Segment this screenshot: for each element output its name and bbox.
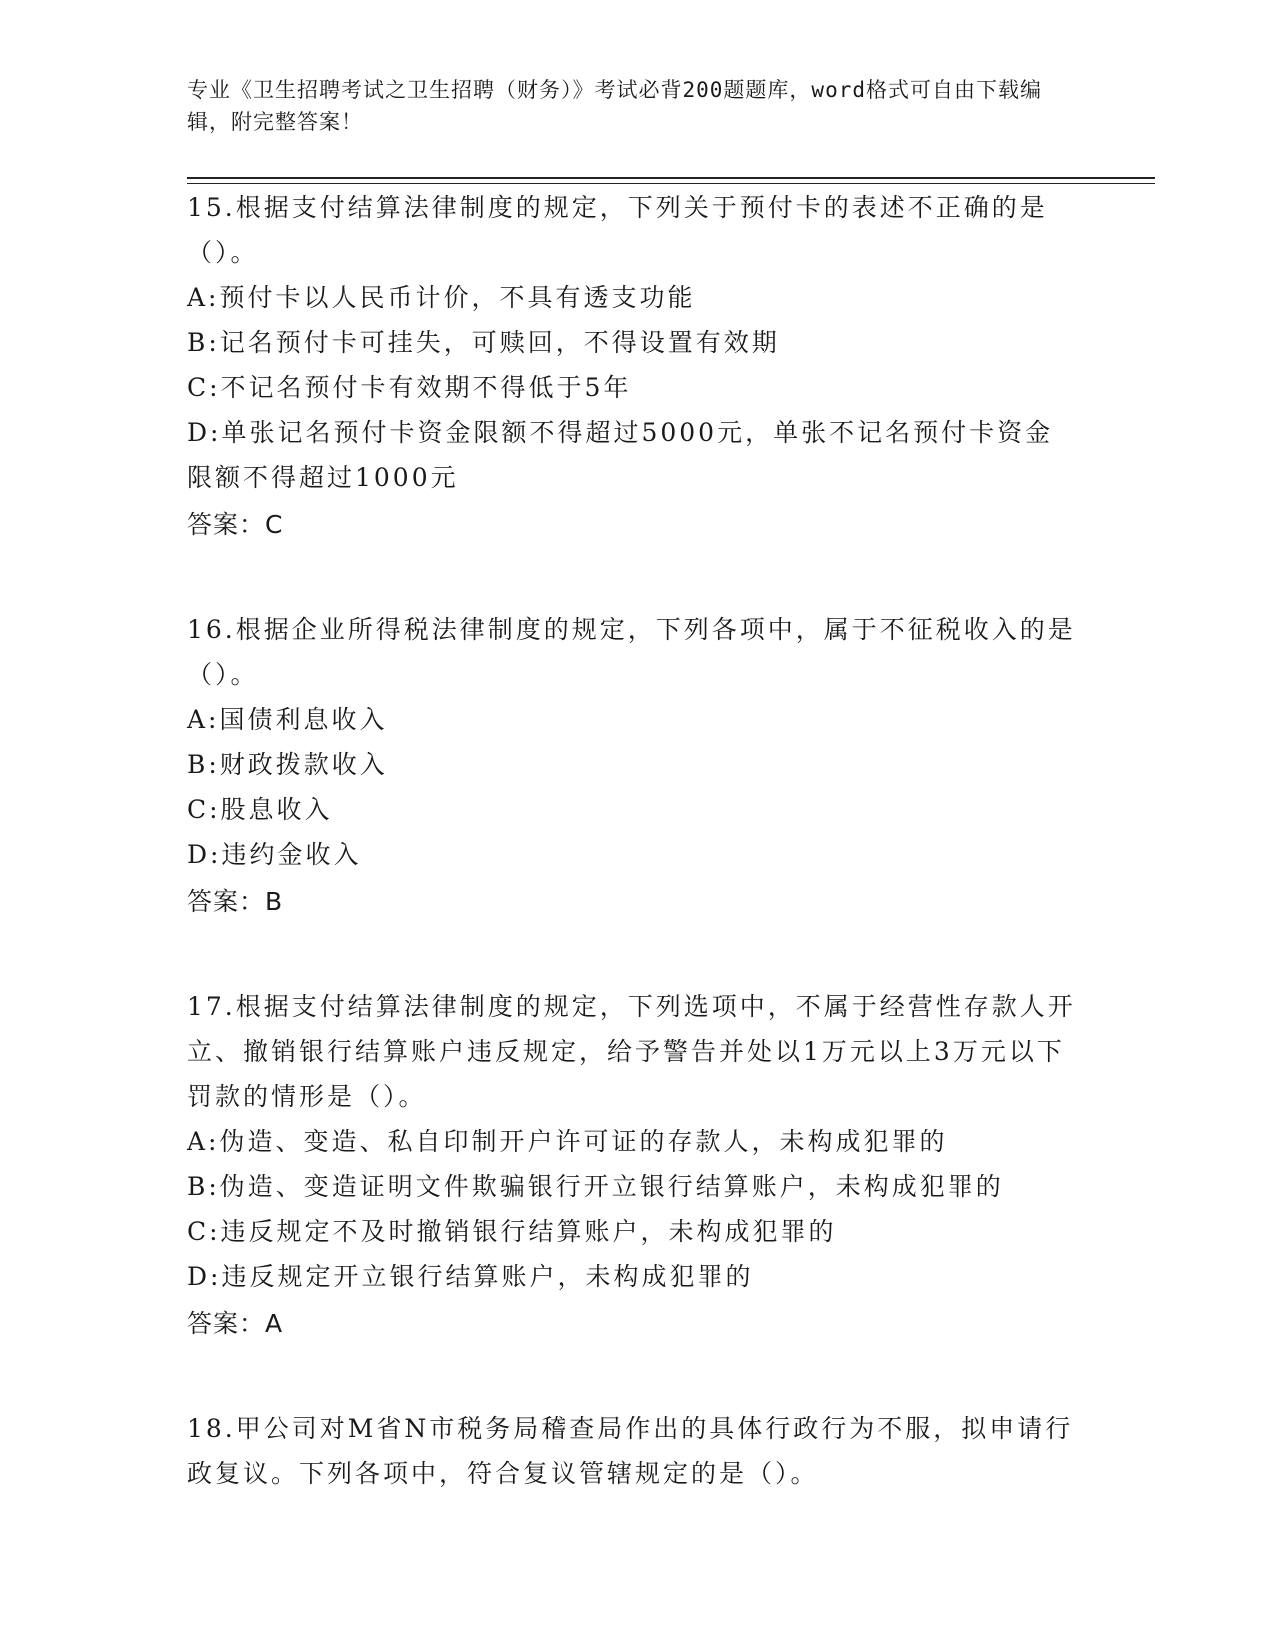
question-list	[187, 185, 1077, 1556]
option-a: A:国债利息收入	[187, 705, 388, 734]
question-18	[187, 1406, 1077, 1496]
question-stem: 17.根据支付结算法律制度的规定，下列选项中，不属于经营性存款人开立、撤销银行结算账户违反规定，给予警告并处以1万元以上3万元以下罚款的情形是（）。	[187, 992, 1076, 1111]
question-stem: 15.根据支付结算法律制度的规定，下列关于预付卡的表述不正确的是（）。	[187, 193, 1048, 267]
option-b: B:记名预付卡可挂失，可赎回，不得设置有效期	[187, 328, 780, 357]
option-a: A:伪造、变造、私自印制开户许可证的存款人，未构成犯罪的	[187, 1127, 948, 1156]
answer-text: 答案：B	[187, 887, 284, 916]
document-header: 专业《卫生招聘考试之卫生招聘（财务）》考试必背200题题库，word格式可自由下载编辑，附完整答案！	[187, 78, 1042, 134]
question-stem: 16.根据企业所得税法律制度的规定，下列各项中，属于不征税收入的是（）。	[187, 615, 1076, 689]
header-divider-thin	[187, 183, 1155, 184]
option-a: A:预付卡以人民币计价，不具有透支功能	[187, 283, 696, 312]
question-stem: 18.甲公司对M省N市税务局稽查局作出的具体行政行为不服，拟申请行政复议。下列各项中，符合复议管辖规定的是（）。	[187, 1414, 1074, 1488]
option-d: D:单张记名预付卡资金限额不得超过5000元，单张不记名预付卡资金限额不得超过1000元	[187, 418, 1054, 492]
header-divider-thick	[187, 177, 1155, 179]
question-15	[187, 185, 1077, 547]
option-b: B:财政拨款收入	[187, 750, 388, 779]
option-b: B:伪造、变造证明文件欺骗银行开立银行结算账户，未构成犯罪的	[187, 1172, 1004, 1201]
option-c: C:股息收入	[187, 795, 333, 824]
option-d: D:违反规定开立银行结算账户，未构成犯罪的	[187, 1262, 754, 1291]
answer-text: 答案：C	[187, 510, 284, 539]
question-16	[187, 607, 1077, 924]
answer-text: 答案：A	[187, 1309, 284, 1338]
option-c: C:违反规定不及时撤销银行结算账户，未构成犯罪的	[187, 1217, 837, 1246]
question-17	[187, 984, 1077, 1346]
option-c: C:不记名预付卡有效期不得低于5年	[187, 373, 632, 402]
option-d: D:违约金收入	[187, 840, 362, 869]
